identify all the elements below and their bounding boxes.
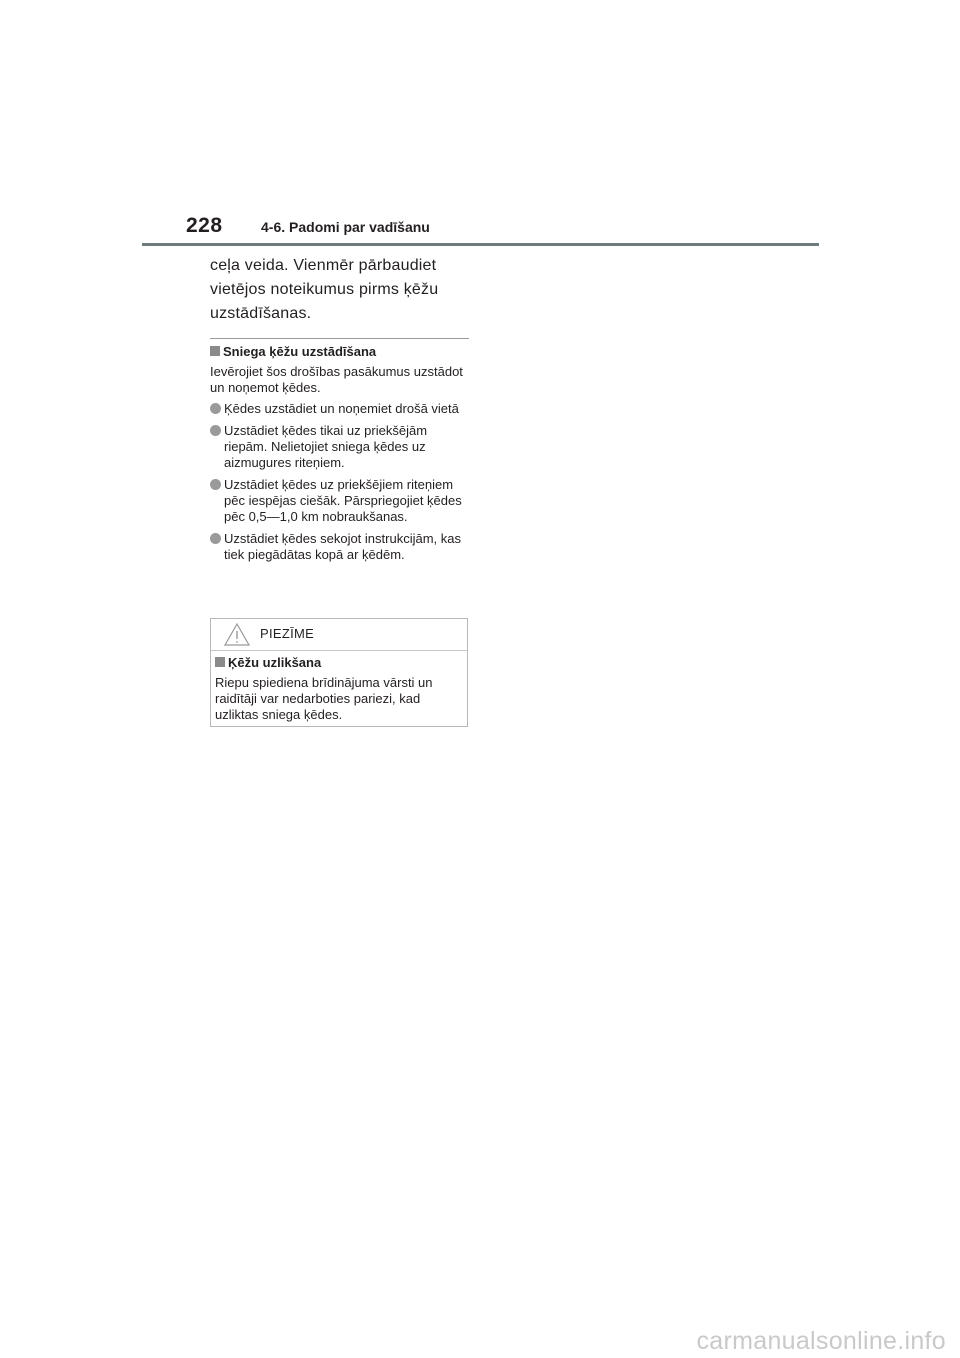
list-item <box>210 531 469 563</box>
bullet-list <box>210 401 469 563</box>
list-item <box>210 401 469 417</box>
bullet-dot-icon <box>210 533 221 544</box>
list-item-text: Uzstādiet ķēdes tikai uz priekšējām riepām. Nelietojiet sniega ķēdes uz aizmugures riteņiem. <box>224 423 428 470</box>
bullet-dot-icon <box>210 403 221 414</box>
list-item-text: Ķēdes uzstādiet un noņemiet drošā vietā <box>224 401 459 416</box>
square-bullet-icon <box>210 346 220 356</box>
square-bullet-icon <box>215 657 225 667</box>
header-rule <box>142 243 819 246</box>
notice-body <box>211 651 467 723</box>
intro-block <box>210 254 470 326</box>
snow-chains-section <box>210 338 469 569</box>
notice-heading <box>215 654 463 671</box>
section-heading <box>210 343 469 360</box>
intro-text <box>210 254 470 326</box>
bullet-dot-icon <box>210 479 221 490</box>
bullet-dot-icon <box>210 425 221 436</box>
intro-line: vietējos noteikumus pirms ķēžu <box>210 281 439 298</box>
list-item-text: Uzstādiet ķēdes sekojot instrukcijām, kas tiek piegādātas kopā ar ķēdēm. <box>224 531 461 562</box>
notice-label: PIEZĪME <box>260 626 315 641</box>
notice-box <box>210 618 468 727</box>
notice-header <box>211 619 467 651</box>
list-item-text: Uzstādiet ķēdes uz priekšējiem riteņiem pēc iespējas ciešāk. Pārspriegojiet ķēdes pēc 0,5—1,0 km nobraukšanas. <box>224 477 462 524</box>
section-heading-text: Sniega ķēžu uzstādīšana <box>223 344 377 359</box>
chapter-title: 4-6. Padomi par vadīšanu <box>261 219 430 235</box>
list-item <box>210 423 469 471</box>
intro-line: ceļa veida. Vienmēr pārbaudiet <box>210 257 437 274</box>
notice-heading-text: Ķēžu uzlikšana <box>228 655 322 670</box>
intro-line: uzstādīšanas. <box>210 305 312 322</box>
warning-triangle-icon <box>224 623 250 646</box>
footer-watermark: carmanualsonline.info <box>696 1327 946 1355</box>
page-header <box>0 0 960 250</box>
section-paragraph: Ievērojiet šos drošības pasākumus uzstādot un noņemot ķēdes. <box>210 364 463 395</box>
notice-text: Riepu spiediena brīdinājuma vārsti un raidītāji var nedarboties pariezi, kad uzliktas sniega ķēdes. <box>215 675 433 722</box>
page-number: 228 <box>186 214 223 237</box>
list-item <box>210 477 469 525</box>
